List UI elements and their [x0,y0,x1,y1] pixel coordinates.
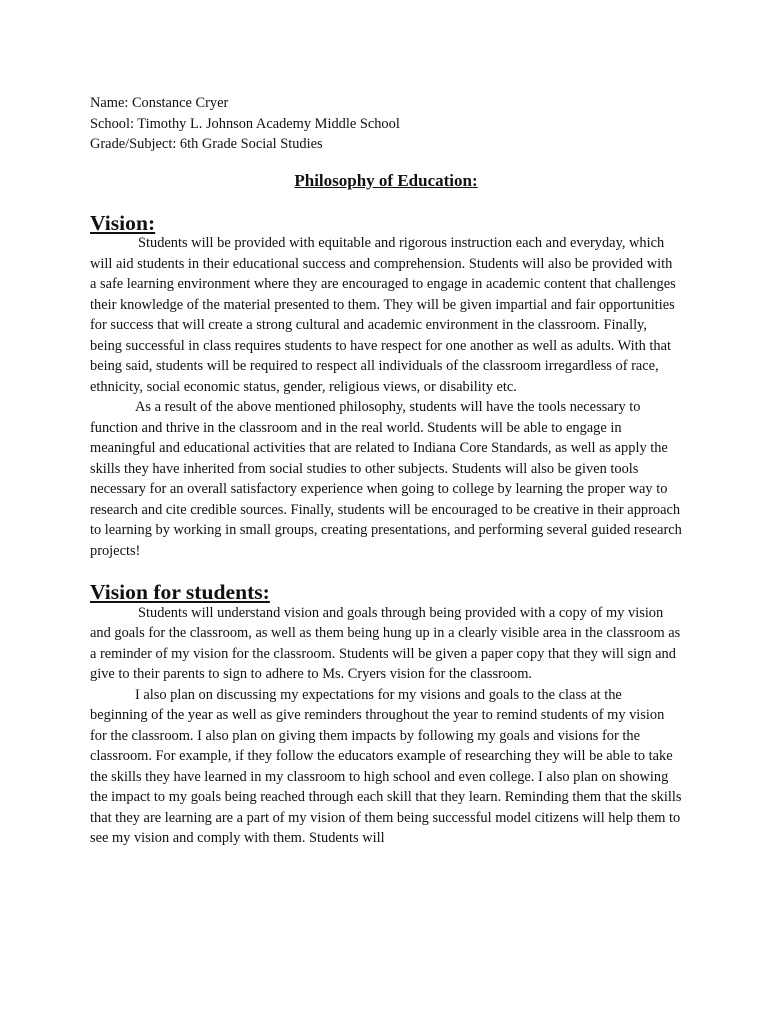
vision-for-students-paragraph-2: I also plan on discussing my expectations for my visions and goals to the class at the beginning of the year as well as give reminders throughout the year to remind students of my vision for the classroom. I also plan on giving them impacts by following my goals and visions for the classroom. For example, if they follow the educators example of researching they will be able to take the skills they have learned in my classroom to high school and even college. I also plan on showing the impact to my goals being reached through each skill that they learn. Reminding them that the skills that they are learning are a part of my vision of them being successful model citizens will help them to see my vision and comply with them. Students will [90,686,682,846]
vision-for-students-heading: Vision for students: [90,580,270,604]
vision-for-students-paragraph-1: Students will understand vision and goals through being provided with a copy of my vision and goals for the classroom, as well as them being hung up in a clearly visible area in the classroom as a reminder of my vision for the classroom. Students will be given a paper copy that they will sign and give to their parents to sign to adhere to Ms. Cryers vision for the classroom. [90,604,681,682]
document-title: Philosophy of Education: [294,170,478,190]
school-name: School: Timothy L. Johnson Academy Middle School [90,115,400,132]
vision-paragraph-2: As a result of the above mentioned philosophy, students will have the tools necessary to function and thrive in the classroom and in the real world. Students will be able to engage in meaningful and educational activities that are related to Indiana Core Standards, as well as apply the skills they have inherited from social studies to other subjects. Students will also be given tools necessary for an overall satisfactory experience when going to college by learning the proper way to research and cite credible sources. Finally, students will be encouraged to be creative in their approach to learning by working in small groups, creating presentations, and performing several guided research projects! [90,399,682,559]
vision-heading: Vision: [90,210,156,235]
vision-paragraph-1: Students will be provided with equitable and rigorous instruction each and everyday, which will aid students in their educational success and comprehension. Students will also be provided with a safe learning environment where they are encouraged to engage in academic content that challenges their knowledge of the material presented to them. They will be given impartial and fair opportunities for success that will create a strong cultural and academic environment in the classroom. Finally, being successful in class requires students to have respect for one another as well as adults. With that being said, students will be required to respect all individuals of the classroom irregardless of race, ethnicity, social economic status, gender, religious views, or disability etc. [90,235,676,395]
author-name: Name: Constance Cryer [90,95,229,111]
document-page [90,93,682,849]
grade-subject: Grade/Subject: 6th Grade Social Studies [90,136,323,152]
